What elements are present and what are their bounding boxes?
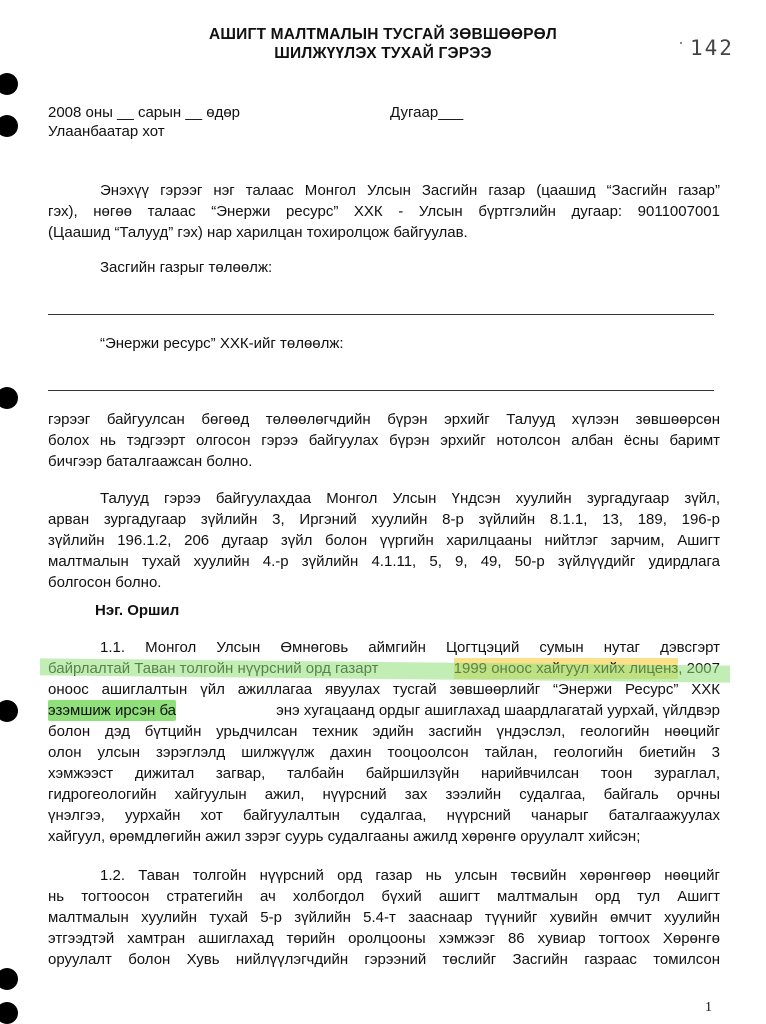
clause-1-2-line: 1.2. Таван толгойн нүүрсний орд газар нь улсын төсвийн хөрөнгөөр нөөцийг [100, 867, 720, 884]
clause-1-1-line: үнэлгээ, уурхайн хот байгуулалтын судалгаа, нүүрсний чанарыг баталгаажуулах [48, 807, 720, 824]
contract-number-label: Дугаар___ [390, 104, 464, 121]
paragraph-line: болох нь тэдгээрт олгосон гэрээ байгуулах бүрэн эрхийг нотолсон албан ёсны баримт [48, 432, 720, 449]
city-line: Улаанбаатар хот [48, 123, 165, 140]
company-signatory-label: “Энержи ресурс” ХХК-ийг төлөөлж: [100, 335, 344, 352]
paragraph-line: зүйлийн 196.1.2, 206 дугаар зүйл болон үүргийн харилцааны нийтлэг зарчим, Ашигт [48, 532, 720, 549]
binder-hole [0, 1002, 18, 1024]
signature-line [48, 314, 714, 315]
footer-page-number: 1 [705, 1000, 712, 1015]
paragraph-line: гэрээг байгуулсан бөгөөд төлөөлөгчдийн бүрэн эрхийг Талууд хүлээн зөвшөөрсөн [48, 411, 720, 428]
paragraph-line: болгосон болно. [48, 574, 162, 591]
highlight-green: эзэмшиж ирсэн ба [48, 702, 177, 719]
document-title-line2: ШИЛЖҮҮЛЭХ ТУХАЙ ГЭРЭЭ [274, 45, 492, 62]
clause-text: энэ хугацаанд ордыг ашиглахад шаардлагатай уурхай, үйлдвэр [271, 702, 720, 719]
clause-1-1-line: болон дэд бүтцийн урьдчилсан техник эдийн засгийн үндэслэл, геологийн нөөцийг [48, 723, 720, 740]
clause-1-1-line: гидрогеологийн хайгуулын ажил, нүүрсний зах зээлийн судалгаа, байгаль орчны [48, 786, 720, 803]
intro-line: гэх), нөгөө талаас “Энержи ресурс” ХХК - Улсын бүртгэлийн дугаар: 9011007001 [48, 203, 720, 220]
clause-1-1-line: хэмжээст дижитал загвар, талбайн байршилзүйн нарийвчилсан тоон зураглал, [48, 765, 720, 782]
document-title-line1: АШИГТ МАЛТМАЛЫН ТУСГАЙ ЗӨВШӨӨРӨЛ [208, 26, 558, 43]
binder-hole [0, 387, 18, 409]
clause-1-1-line: 1.1. Монгол Улсын Өмнөговь аймгийн Цогтцэций сумын нутаг дэвсгэрт [100, 639, 720, 656]
signature-line [48, 390, 714, 391]
paragraph-line: малтмалын тухай хуулийн 4.-р зүйлийн 4.1.11, 5, 9, 49, 50-р зүйлүүдийг удирдлага [48, 553, 720, 570]
clause-1-2-line: оруулалт болон Хувь нийлүүлэгчдийн гэрээний төслийг Засгийн газраас томилсон [48, 951, 720, 968]
scan-mark [680, 42, 682, 44]
binder-hole [0, 700, 18, 722]
clause-1-2-line: этгээдтэй хамтран ашиглахад төрийн оролцооны хэмжээг 86 хувиар тогтоох Хөрөнгө [48, 930, 720, 947]
clause-1-1-line [48, 700, 720, 721]
intro-line: (Цаашид “Талууд” гэх) нар харилцан тохиролцож байгуулав. [48, 224, 468, 241]
section-heading: Нэг. Оршил [95, 602, 180, 619]
intro-line: Энэхүү гэрээг нэг талаас Монгол Улсын Засгийн газар (цаашид “Засгийн газар” [100, 182, 720, 199]
clause-1-2-line: нь тогтоосон стратегийн ач холбогдол бүхий ашигт малтмалын орд тул Ашигт [48, 888, 720, 905]
clause-1-1-line: олон улсын зэрэглэлд шилжүүлж дахин тооцоолсон тайлан, геологийн биетийн 3 [48, 744, 720, 761]
paragraph-line: арван зургадугаар зүйлийн 3, Иргэний хуулийн 8-р зүйлийн 8.1.1, 13, 189, 196-р [48, 511, 720, 528]
paragraph-line: бичгээр баталгаажсан болно. [48, 453, 253, 470]
binder-hole [0, 968, 18, 990]
clause-1-1-line: хайгуул, өрөмдлөгийн ажил зэрэг суурь судалгааны ажилд хөрөнгө оруулалт хийсэн; [48, 828, 641, 845]
clause-1-1-line: оноос ашиглалтын үйл ажиллагаа явуулах тусгай зөвшөөрлийг “Энержи Ресурс” ХХК [48, 681, 720, 698]
paragraph-line: Талууд гэрээ байгуулахдаа Монгол Улсын Үндсэн хуулийн зургадугаар зүйл, [100, 490, 720, 507]
binder-hole [0, 115, 18, 137]
date-line: 2008 оны __ сарын __ өдөр [48, 104, 241, 121]
government-signatory-label: Засгийн газрыг төлөөлж: [100, 259, 273, 276]
handwritten-page-number: 142 [690, 36, 734, 60]
binder-hole [0, 73, 18, 95]
clause-1-2-line: малтмалын хуулийн тухай 5-р зүйлийн 5.4-т зааснаар түүнийг хувийн өмчит хуулийн [48, 909, 720, 926]
